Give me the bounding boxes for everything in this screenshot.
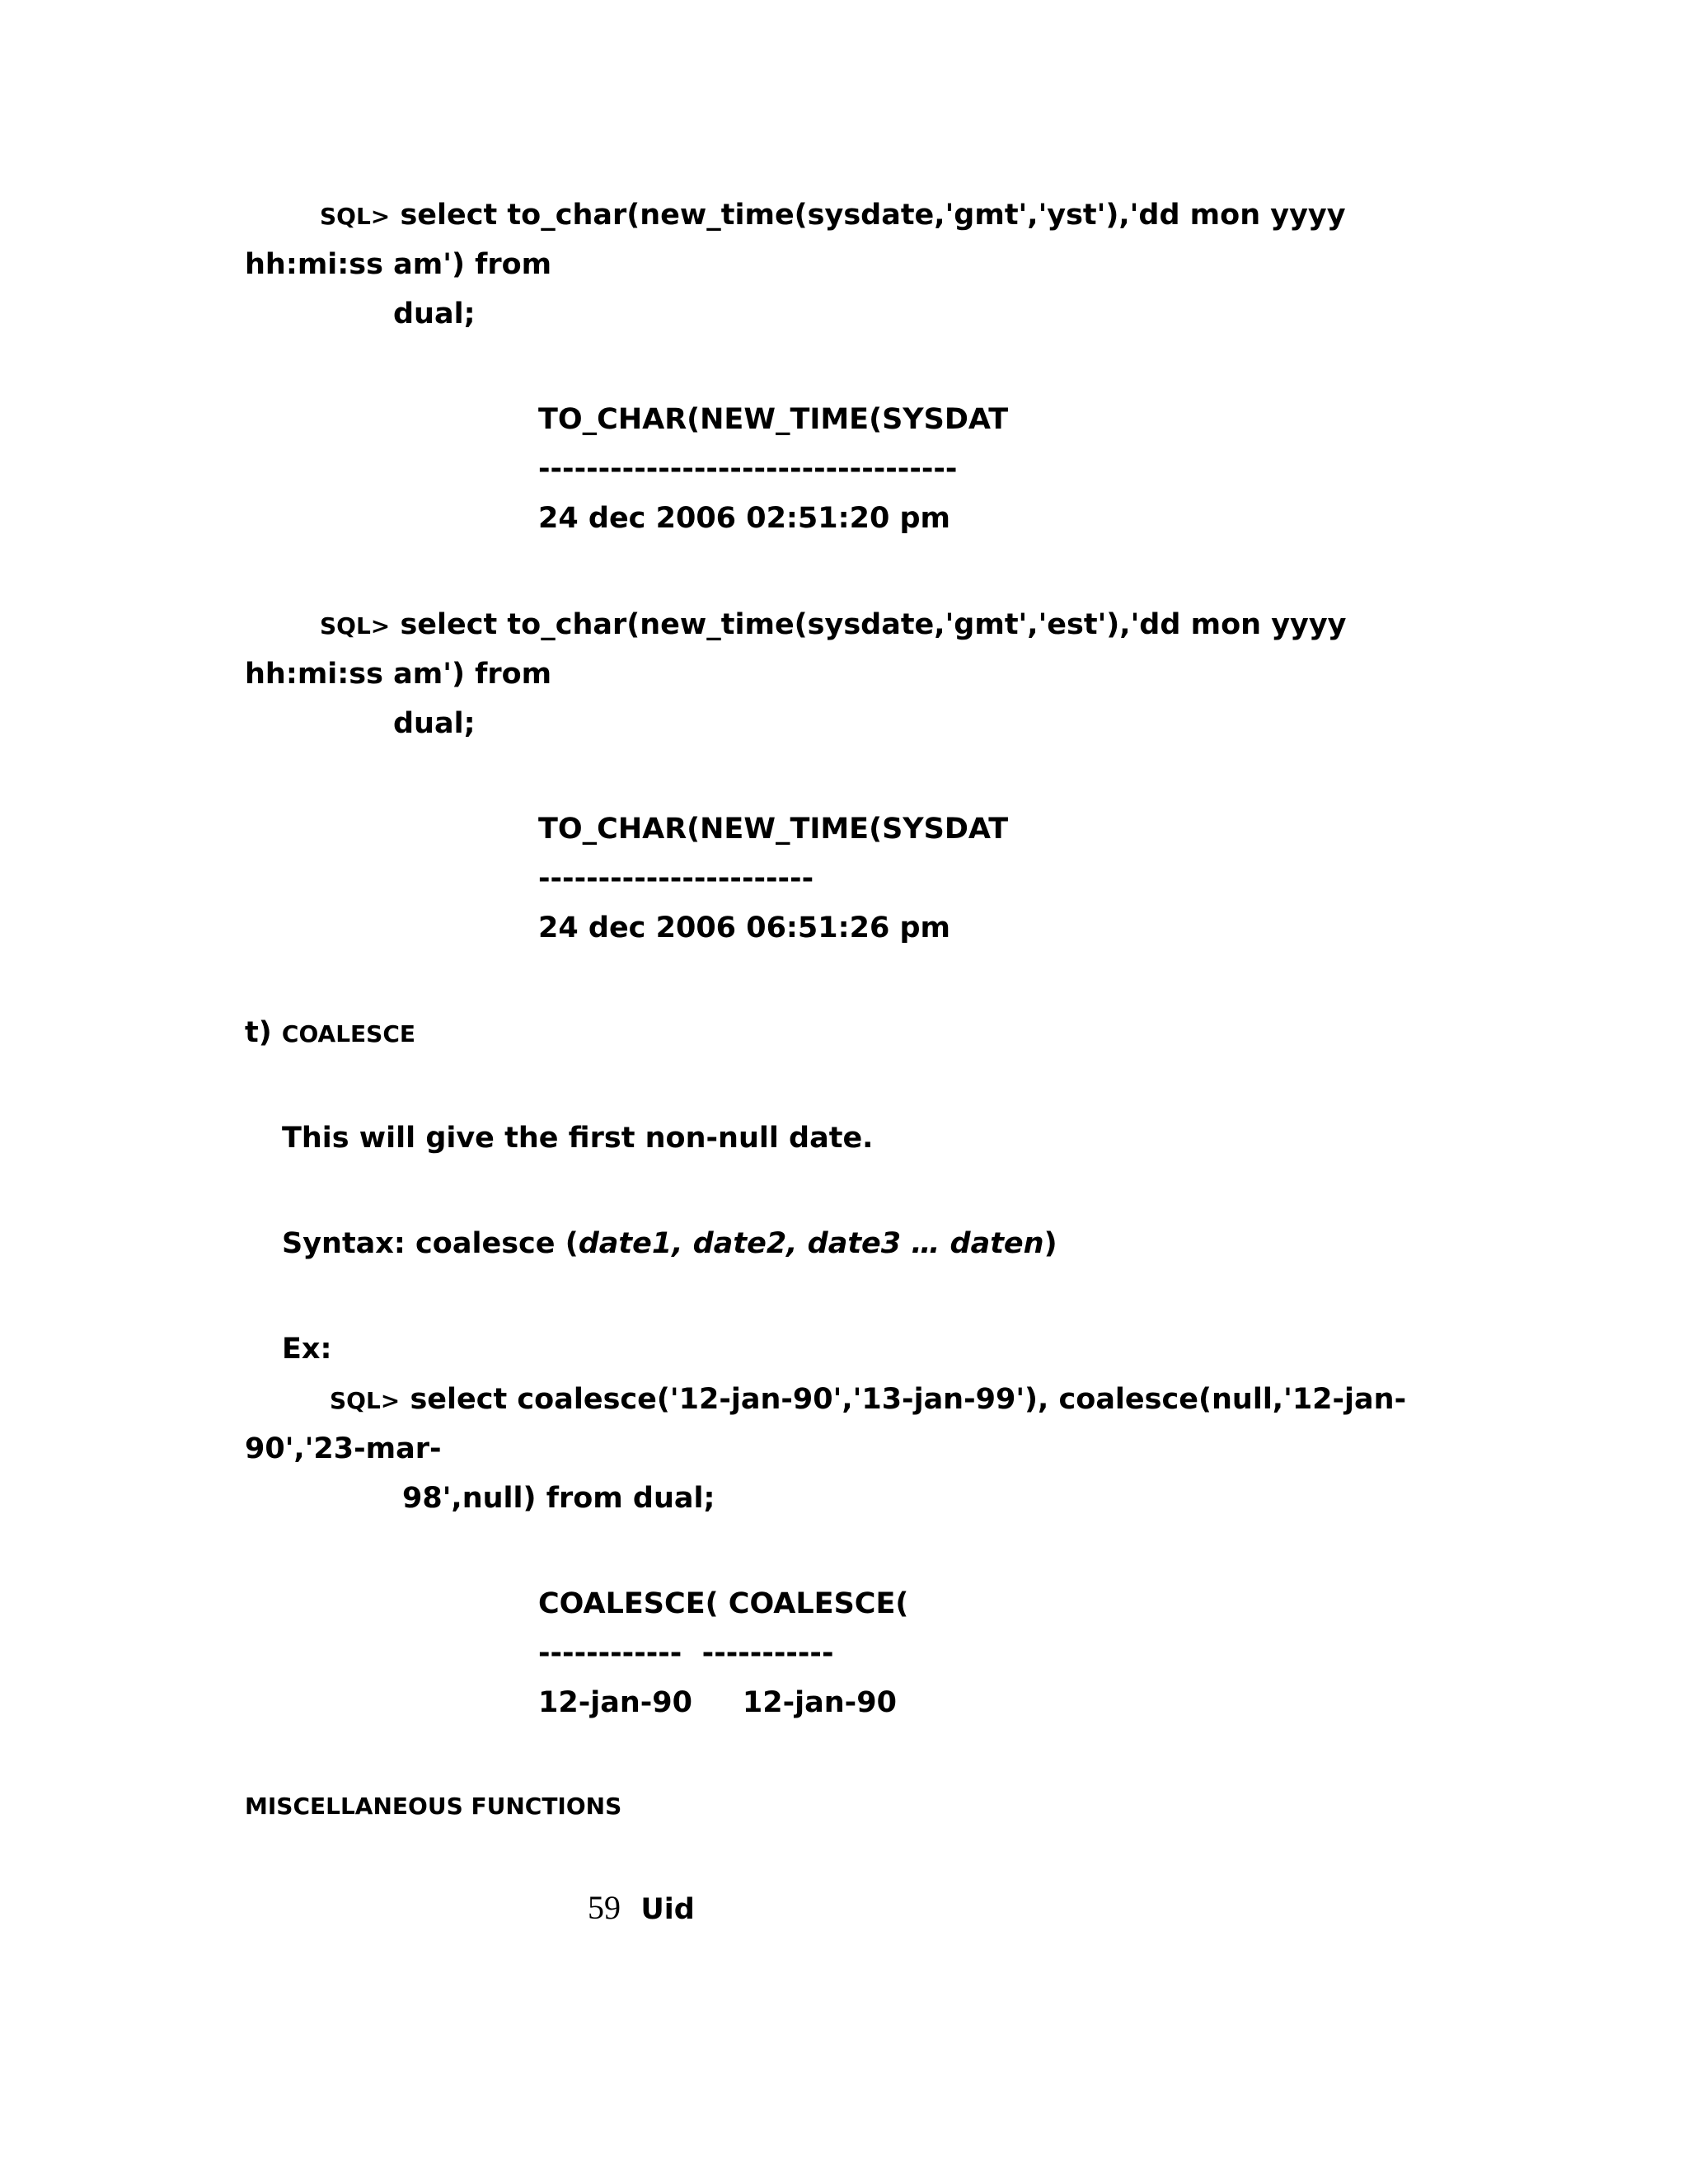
result-3-value: 12-jan-90 12-jan-90 [538, 1686, 897, 1719]
coalesce-syntax [282, 1227, 1057, 1260]
sql-prompt: SQL> [320, 612, 391, 640]
page-footer [588, 1891, 695, 1924]
syntax-prefix: Syntax: coalesce ( [282, 1227, 579, 1260]
result-2-separator: ----------------------- [538, 862, 814, 895]
sql-statement-2-line-3: dual; [393, 707, 476, 740]
syntax-arguments: date1, date2, date3 … daten [578, 1227, 1044, 1260]
example-label: Ex: [282, 1333, 332, 1366]
result-2-header: TO_CHAR(NEW_TIME(SYSDAT [538, 813, 1009, 846]
result-3-header: COALESCE( COALESCE( [538, 1587, 909, 1620]
footer-text: Uid [640, 1893, 695, 1926]
sql-statement-1-line-2: hh:mi:ss am') from [245, 248, 552, 281]
sql-text: select coalesce('12-jan-90','13-jan-99'), coalesce(null,'12-jan- [410, 1383, 1407, 1416]
syntax-suffix: ) [1043, 1227, 1057, 1260]
section-heading-miscellaneous: MISCELLANEOUS FUNCTIONS [245, 1793, 622, 1820]
result-1-value: 24 dec 2006 02:51:20 pm [538, 502, 951, 535]
sql-statement-1-line-1 [320, 201, 1346, 230]
sql-statement-2-line-1 [320, 608, 1347, 641]
sql-text: select to_char(new_time(sysdate,'gmt','yst'),'dd mon yyyy [400, 199, 1346, 232]
sql-text: select to_char(new_time(sysdate,'gmt','est'),'dd mon yyyy [400, 608, 1347, 641]
sql-prompt: SQL> [320, 203, 391, 230]
sql-statement-3-line-3: 98',null) from dual; [402, 1482, 715, 1515]
result-2-value: 24 dec 2006 06:51:26 pm [538, 912, 951, 944]
sql-statement-3-line-1 [330, 1385, 1406, 1414]
item-marker: t) [245, 1016, 272, 1049]
sql-statement-2-line-2: hh:mi:ss am') from [245, 658, 552, 691]
result-1-separator: ----------------------------------- [538, 452, 958, 485]
coalesce-description: This will give the first non-null date. [282, 1122, 874, 1155]
sql-statement-1-line-3: dual; [393, 298, 476, 330]
sql-prompt: SQL> [330, 1387, 401, 1414]
result-3-separator: ------------ ----------- [538, 1637, 834, 1670]
result-1-header: TO_CHAR(NEW_TIME(SYSDAT [538, 403, 1009, 436]
section-heading-coalesce [245, 1016, 416, 1049]
function-name: COALESCE [281, 1020, 416, 1047]
page-number: 59 [588, 1889, 621, 1926]
sql-statement-3-line-2: 90','23-mar- [245, 1432, 442, 1465]
